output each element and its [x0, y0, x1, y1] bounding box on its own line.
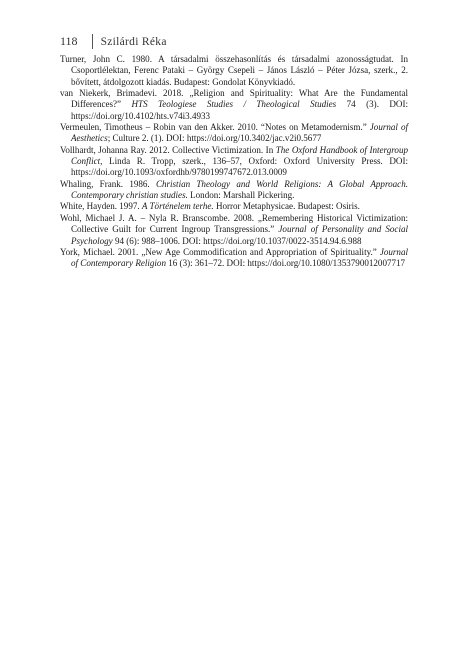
running-author: Szilárdi Réka [100, 35, 167, 48]
reference-entry: Turner, John C. 1980. A társadalmi összehasonlítás és társadalmi azonosságtudat. In Csoportlélektan, Ferenc Pataki – György Csepeli – János László – Péter Józsa, szerk., 2. bővített, átdolgozott kiadás. Budapest: Gondolat Könyvkiadó. [60, 54, 408, 87]
reference-list [60, 54, 408, 270]
reference-entry: White, Hayden. 1997. A Történelem terhe. Horror Metaphysicae. Budapest: Osiris. [60, 201, 360, 212]
running-header [60, 34, 167, 49]
reference-entry: Vollhardt, Johanna Ray. 2012. Collective Victimization. In The Oxford Handbook of Intergroup Conflict, Linda R. Tropp, szerk., 136–57, Oxford: Oxford University Press. DOI: https://doi.org/10.1093/oxfordhb/9780199747672.013.0009 [60, 144, 408, 178]
page-number: 118 [60, 34, 78, 48]
reference-entry: York, Michael. 2001. „New Age Commodification and Appropriation of Spirituality.” Journal of Contemporary Religion 16 (3): 361–72. DOI: https://doi.org/10.1080/1353790012007717 [60, 246, 408, 269]
reference-entry: Whaling, Frank. 1986. Christian Theology and World Religions: A Global Approach. Contemporary christian studies. London: Marshall Pickering. [60, 178, 408, 201]
reference-entry: Vermeulen, Timotheus – Robin van den Akker. 2010. “Notes on Metamodernism.” Journal of Aesthetics; Culture 2. (1). DOI: https://doi.org/10.3402/jac.v2i0.5677 [60, 122, 408, 144]
header-divider [92, 34, 93, 49]
reference-entry: Wohl, Michael J. A. – Nyla R. Branscombe. 2008. „Remembering Historical Victimization: Collective Guilt for Current Ingroup Transgressions.” Journal of Personality and Social Psychology 94 (6): 988–1006. DOI: https://doi.org/10.1037/0022-3514.94.6.988 [60, 212, 408, 246]
reference-entry: van Niekerk, Brimadevi. 2018. „Religion and Spirituality: What Are the Fundamental Differences?” HTS Teologiese Studies / Theological Studies 74 (3). DOI: https://doi.org/10.4102/hts.v74i3.4933 [60, 88, 408, 121]
